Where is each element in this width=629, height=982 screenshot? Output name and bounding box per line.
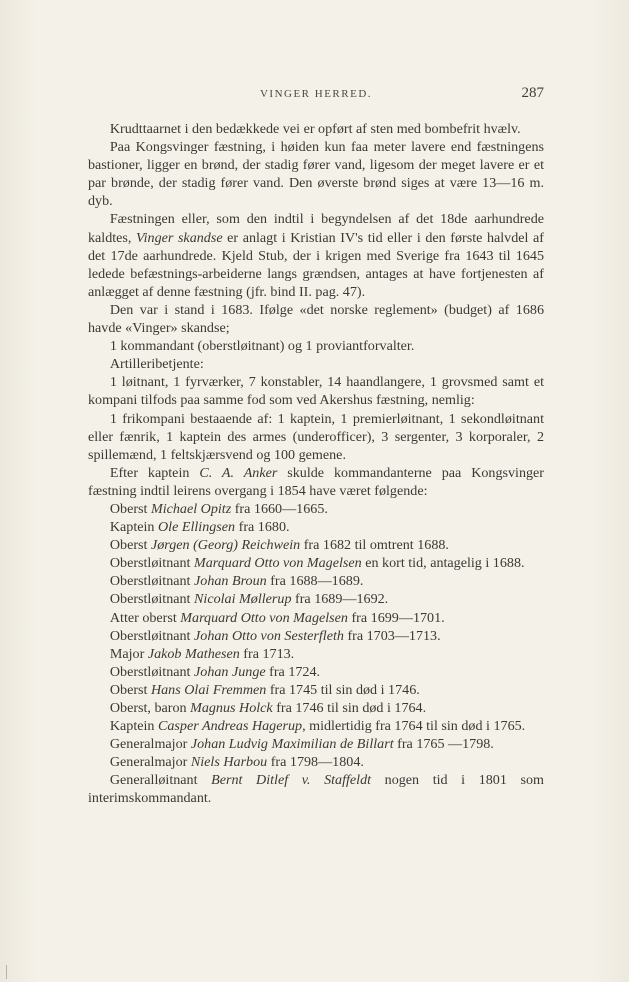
text-span: skulde kommandanterne paa Kongsvinger fæstning indtil leirens overgang i 1854 have været følgende: — [88, 464, 545, 499]
commander-period: nogen tid i 1801 som interimskommandant. — [88, 772, 544, 807]
paragraph: Artilleribetjente: — [109, 356, 204, 373]
commander-period: fra 1713. — [239, 645, 295, 662]
paragraph — [88, 210, 544, 300]
commander-period: fra 1798—1804. — [267, 754, 364, 771]
commander-rank: Oberst — [109, 537, 151, 554]
commander-list — [88, 500, 544, 808]
commander-entry — [88, 572, 544, 590]
commander-name: Marquard Otto von Magelsen — [194, 555, 362, 572]
text-span: Efter kaptein — [109, 464, 200, 481]
commander-entry — [88, 735, 544, 753]
commander-rank: Oberstløitnant — [109, 591, 195, 608]
commander-entry — [88, 536, 544, 554]
commander-entry — [88, 717, 544, 735]
commander-entry — [88, 590, 544, 608]
commander-rank: Kaptein — [109, 519, 158, 536]
commander-period: fra 1746 til sin død i 1764. — [272, 700, 427, 716]
commander-rank: Oberst — [109, 681, 151, 698]
commander-entry — [88, 627, 544, 645]
commander-entry — [88, 681, 544, 699]
commander-period: fra 1660—1665. — [231, 500, 328, 517]
commander-rank: Oberstløitnant — [109, 555, 195, 572]
commander-name: Johan Junge — [194, 663, 266, 680]
running-head: VINGER HERRED. — [259, 88, 373, 100]
paragraph: 1 frikompani bestaaende af: 1 kaptein, 1 premierløitnant, 1 sekondløitnant eller fænrik, 1 kaptein des armes (underofficer), 3 sergenter, 3 korporaler, 2 spillemænd, 1 feltskjærsvend og 100 gemene. — [88, 410, 544, 463]
commander-rank: Major — [109, 645, 148, 662]
commander-name: Marquard Otto von Magelsen — [180, 609, 348, 626]
commander-period: fra 1765 —1798. — [393, 736, 494, 753]
commander-period: en kort tid, antagelig i 1688. — [361, 555, 525, 572]
commander-entry — [88, 645, 544, 663]
commander-name: Johan Ludvig Maximilian de Billart — [190, 736, 394, 753]
page-number: 287 — [521, 85, 544, 101]
commander-period: fra 1682 til omtrent 1688. — [300, 537, 449, 554]
italic-name: Vinger skandse — [136, 229, 223, 246]
commander-name: Nicolai Møllerup — [194, 591, 292, 608]
commander-name: Michael Opitz — [150, 500, 232, 517]
commander-name: Jakob Mathesen — [147, 645, 240, 662]
body-text — [88, 120, 544, 808]
commander-rank: Generalmajor — [109, 736, 191, 753]
commander-period: fra 1699—1701. — [347, 609, 445, 626]
commander-rank: Oberst — [109, 500, 151, 517]
commander-rank: Oberstløitnant — [109, 573, 195, 590]
commander-period: fra 1689—1692. — [291, 591, 389, 608]
commander-rank: Oberst, baron — [109, 700, 191, 716]
commander-name: Jørgen (Georg) Reichwein — [150, 537, 301, 554]
commander-period: fra 1724. — [265, 663, 321, 680]
commander-rank: Generalløitnant — [109, 772, 212, 789]
commander-name: Johan Otto von Sesterfleth — [194, 627, 344, 644]
commander-entry — [88, 753, 544, 771]
commander-name: Casper Andreas Hagerup — [157, 718, 303, 735]
commander-rank: Oberstløitnant — [109, 627, 195, 644]
commander-period: fra 1703—1713. — [343, 627, 441, 644]
page-edge-mark — [6, 965, 7, 979]
commander-name: Magnus Holck — [190, 700, 273, 716]
commander-entry — [88, 699, 544, 717]
commander-period: fra 1688—1689. — [266, 573, 364, 590]
commander-rank: Oberstløitnant — [109, 663, 195, 680]
commander-entry — [88, 609, 544, 627]
commander-entry — [88, 663, 544, 681]
commander-entry — [88, 518, 544, 536]
paragraph: Den var i stand i 1683. Ifølge «det norske reglement» (budget) af 1686 havde «Vinger» skandse; — [88, 301, 544, 337]
text-span: er anlagt i Kristian IV's tid eller i den første halvdel af det 17de aarhundrede. Kjeld Stub, der i krigen med Sverige fra 1643 til 1645 ledede befæstnings-arbeiderne langs grændsen, antages at have fortjenesten af anlægget af denne fæstning (jfr. bind II. pag. 47). — [88, 229, 544, 300]
italic-name: C. A. Anker — [199, 464, 278, 481]
commander-period: fra 1745 til sin død i 1746. — [266, 681, 420, 698]
commander-name: Niels Harbou — [190, 754, 268, 771]
commander-period: fra 1680. — [235, 519, 290, 536]
paragraph: 1 kommandant (oberstløitnant) og 1 proviantforvalter. — [109, 338, 415, 355]
commander-period: , midlertidig fra 1764 til sin død i 1765. — [302, 718, 526, 735]
commander-entry — [88, 500, 544, 518]
commander-rank: Atter oberst — [109, 609, 181, 626]
commander-name: Bernt Ditlef v. Staffeldt — [211, 772, 372, 789]
paragraph: Krudttaarnet i den bedækkede vei er opført af sten med bombefrit hvælv. — [109, 121, 521, 137]
commander-name: Ole Ellingsen — [157, 519, 236, 536]
page-header — [88, 85, 544, 108]
paragraph — [88, 464, 544, 500]
commander-rank: Kaptein — [109, 718, 158, 735]
paragraph: Paa Kongsvinger fæstning, i høiden kun faa meter lavere end fæstningens bastioner, ligger en brønd, der stadig fører vand, ligesom der meget lavere er et par brønde, der stadig fører vand. Den øverste brønd siges at være 13—16 m. dyb. — [88, 139, 544, 210]
paragraph: 1 løitnant, 1 fyrværker, 7 konstabler, 14 haandlangere, 1 grovsmed samt et kompani tilfods paa samme fod som ved Akershus fæstning, nemlig: — [88, 374, 544, 409]
text-span: Fæstningen eller, som den indtil i begyndelsen af det 18de aarhundrede kaldtes, — [88, 211, 544, 246]
commander-name: Hans Olai Fremmen — [150, 681, 267, 698]
commander-rank: Generalmajor — [109, 754, 191, 771]
commander-entry — [88, 554, 544, 572]
commander-entry — [88, 771, 544, 807]
commander-name: Johan Broun — [194, 573, 267, 590]
